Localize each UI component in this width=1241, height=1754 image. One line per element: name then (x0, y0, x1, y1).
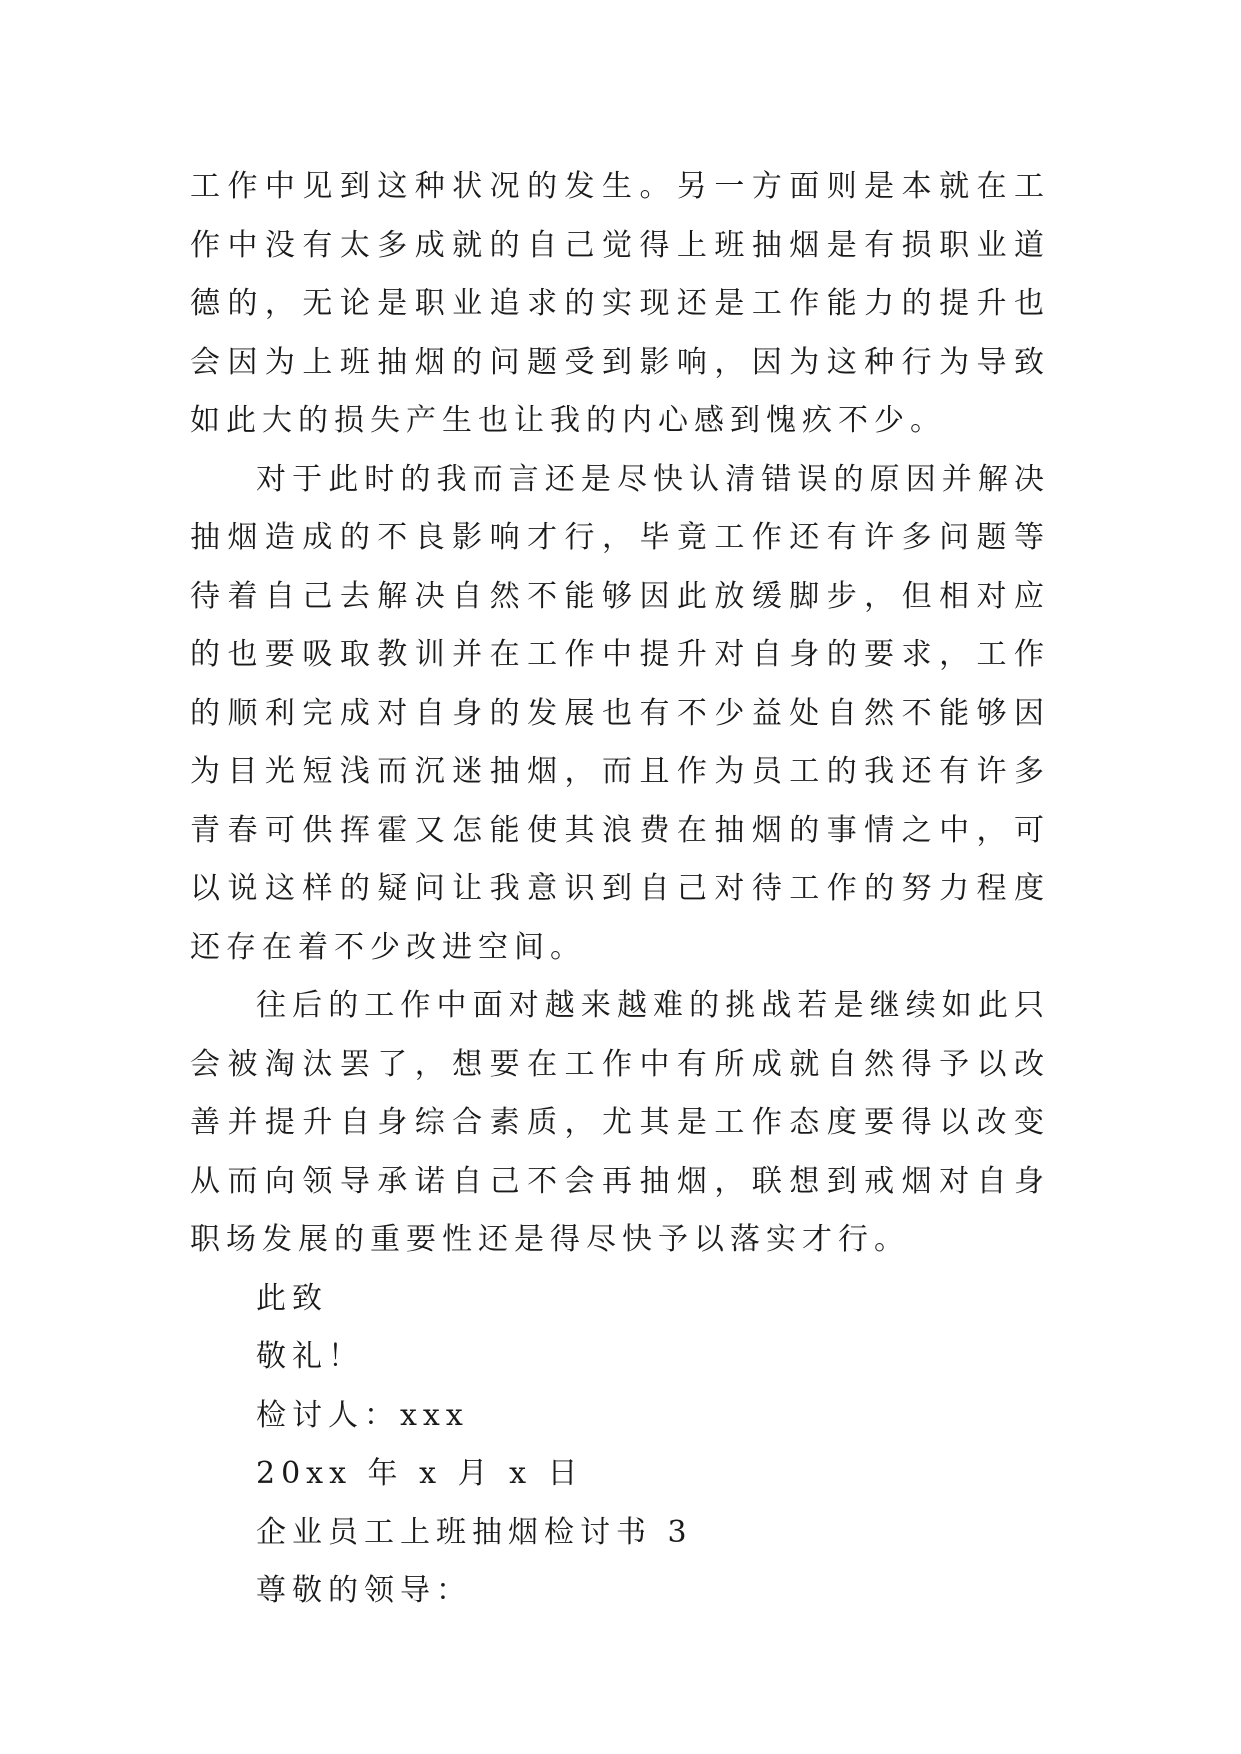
signer-line: 检讨人：xxx (256, 1397, 469, 1433)
closing-line: 此致 (256, 1280, 328, 1316)
paragraph: 往后的工作中面对越来越难的挑战若是继续如此只会被淘汰罢了，想要在工作中有所成就自然得予以改善并提升自身综合素质，尤其是工作态度要得以改变从而向领导承诺自己不会再抽烟，联想到戒烟对自身职场发展的重要性还是得尽快予以落实才行。 (190, 988, 1050, 1257)
next-document-greeting: 尊敬的领导： (256, 1573, 472, 1608)
date-line: 20xx 年 x 月 x 日 (256, 1456, 584, 1491)
next-document-title: 企业员工上班抽烟检讨书 3 (256, 1514, 693, 1550)
paragraph: 对于此时的我而言还是尽快认清错误的原因并解决抽烟造成的不良影响才行，毕竟工作还有许多问题等待着自己去解决自然不能够因此放缓脚步，但相对应的也要吸取教训并在工作中提升对自身的要求，工作的顺利完成对自身的发展也有不少益处自然不能够因为目光短浅而沉迷抽烟，而且作为员工的我还有许多青春可供挥霍又怎能使其浪费在抽烟的事情之中，可以说这样的疑问让我意识到自己对待工作的努力程度还存在着不少改进空间。 (190, 461, 1050, 965)
document-body (190, 158, 1050, 1621)
salute-line: 敬礼！ (256, 1339, 364, 1374)
paragraph-continued: 工作中见到这种状况的发生。另一方面则是本就在工作中没有太多成就的自己觉得上班抽烟是有损职业道德的，无论是职业追求的实现还是工作能力的提升也会因为上班抽烟的问题受到影响，因为这种行为导致如此大的损失产生也让我的内心感到愧疚不少。 (190, 169, 1050, 438)
